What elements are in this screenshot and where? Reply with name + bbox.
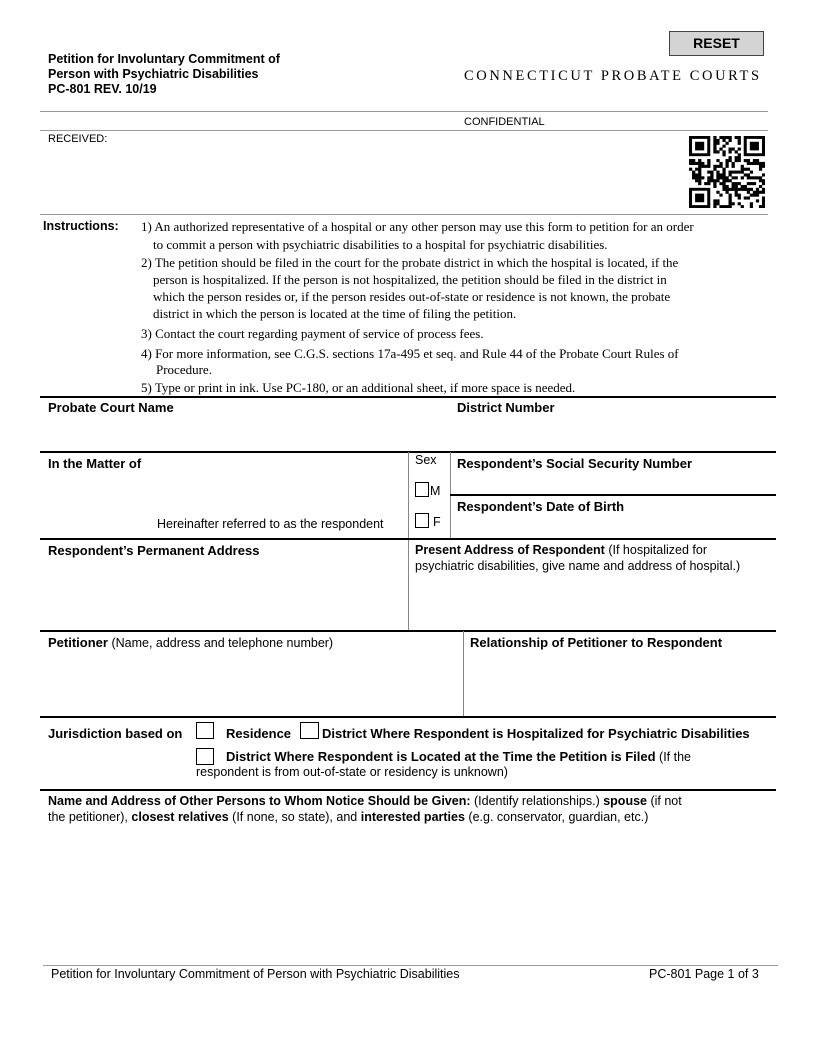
petitioner-label [48, 635, 333, 650]
instruction-item: district in which the person is located at the time of filing the petition. [153, 306, 517, 321]
located-district-label [226, 749, 691, 764]
divider [40, 111, 768, 112]
residence-checkbox[interactable] [196, 722, 214, 739]
instruction-item: to commit a person with psychiatric disabilities to a hospital for psychiatric disabilities. [153, 237, 608, 252]
form-number: PC-801 REV. 10/19 [48, 82, 157, 96]
ssn-label: Respondent’s Social Security Number [457, 456, 693, 471]
present-address-note: psychiatric disabilities, give name and address of hospital.) [415, 559, 741, 573]
jurisdiction-label: Jurisdiction based on [48, 726, 183, 741]
sex-m-label: M [430, 484, 441, 498]
divider [408, 452, 409, 631]
probate-court-name-label: Probate Court Name [48, 400, 174, 415]
notice-parties: interested parties [360, 810, 465, 824]
instruction-item: 3) Contact the court regarding payment of service of process fees. [141, 326, 484, 341]
located-district-bold: District Where Respondent is Located at the Time the Petition is Filed [226, 749, 656, 764]
court-name: CONNECTICUT PROBATE COURTS [464, 68, 762, 84]
present-address-note: (If hospitalized for [604, 543, 707, 557]
hospitalized-district-checkbox[interactable] [300, 722, 319, 739]
sex-f-checkbox[interactable] [415, 513, 429, 528]
notice-bold: Name and Address of Other Persons to Whom Notice Should be Given: [48, 794, 471, 808]
form-title-line1: Petition for Involuntary Commitment of [48, 52, 280, 66]
divider [40, 396, 776, 398]
divider [43, 965, 778, 966]
instructions-label: Instructions: [43, 219, 119, 233]
divider [40, 789, 776, 791]
in-the-matter-of-label: In the Matter of [48, 456, 142, 471]
footer-page: PC-801 Page 1 of 3 [649, 967, 759, 981]
form-title [48, 52, 280, 97]
located-district-note: respondent is from out-of-state or residency is unknown) [196, 765, 508, 779]
permanent-address-label: Respondent’s Permanent Address [48, 543, 260, 558]
notice-text: (Identify relationships.) [470, 794, 604, 808]
divider [40, 716, 776, 718]
district-number-label: District Number [457, 400, 555, 415]
divider [40, 214, 768, 215]
instruction-item: which the person resides or, if the person resides out-of-state or residence is not known, the probate [153, 289, 671, 304]
notice-relatives: closest relatives [131, 810, 229, 824]
reset-button[interactable]: RESET [669, 31, 764, 56]
confidential-label: CONFIDENTIAL [464, 116, 545, 128]
footer-title: Petition for Involuntary Commitment of Person with Psychiatric Disabilities [51, 967, 460, 981]
instruction-item: person is hospitalized. If the person is not hospitalized, the petition should be filed in the district in [153, 272, 667, 287]
sex-m-checkbox[interactable] [415, 482, 429, 497]
sex-f-label: F [433, 515, 441, 529]
divider [40, 630, 776, 632]
form-title-line2: Person with Psychiatric Disabilities [48, 67, 259, 81]
sex-label: Sex [415, 453, 437, 467]
relationship-label: Relationship of Petitioner to Respondent [470, 635, 723, 650]
instruction-item: 1) An authorized representative of a hospital or any other person may use this form to petition for an order [141, 219, 694, 234]
divider [40, 130, 768, 131]
divider [40, 538, 776, 540]
hospitalized-district-label: District Where Respondent is Hospitalized for Psychiatric Disabilities [322, 726, 750, 741]
petitioner-note: (Name, address and telephone number) [107, 636, 334, 650]
dob-label: Respondent’s Date of Birth [457, 499, 625, 514]
hereinafter-label: Hereinafter referred to as the respondent [157, 517, 384, 531]
petitioner-bold: Petitioner [48, 635, 108, 650]
notice-label [48, 793, 682, 825]
located-district-checkbox[interactable] [196, 748, 214, 765]
divider [450, 494, 776, 496]
notice-text: (e.g. conservator, guardian, etc.) [464, 810, 649, 824]
qr-code-icon [689, 136, 765, 208]
notice-text: (if not [646, 794, 682, 808]
divider [463, 631, 464, 716]
present-address-label [415, 542, 740, 574]
residence-label: Residence [226, 726, 292, 741]
present-address-bold: Present Address of Respondent [415, 543, 605, 557]
received-label: RECEIVED: [48, 133, 108, 145]
instruction-item: Procedure. [156, 362, 212, 377]
notice-text: the petitioner), [48, 810, 132, 824]
instruction-item: 5) Type or print in ink. Use PC-180, or an additional sheet, if more space is needed. [141, 380, 576, 395]
notice-spouse: spouse [603, 794, 647, 808]
instruction-item: 2) The petition should be filed in the court for the probate district in which the hospital is located, if the [141, 255, 679, 270]
instruction-item: 4) For more information, see C.G.S. sections 17a-495 et seq. and Rule 44 of the Probate Court Rules of [141, 346, 679, 361]
located-district-note: (If the [655, 750, 691, 764]
notice-text: (If none, so state), and [228, 810, 361, 824]
